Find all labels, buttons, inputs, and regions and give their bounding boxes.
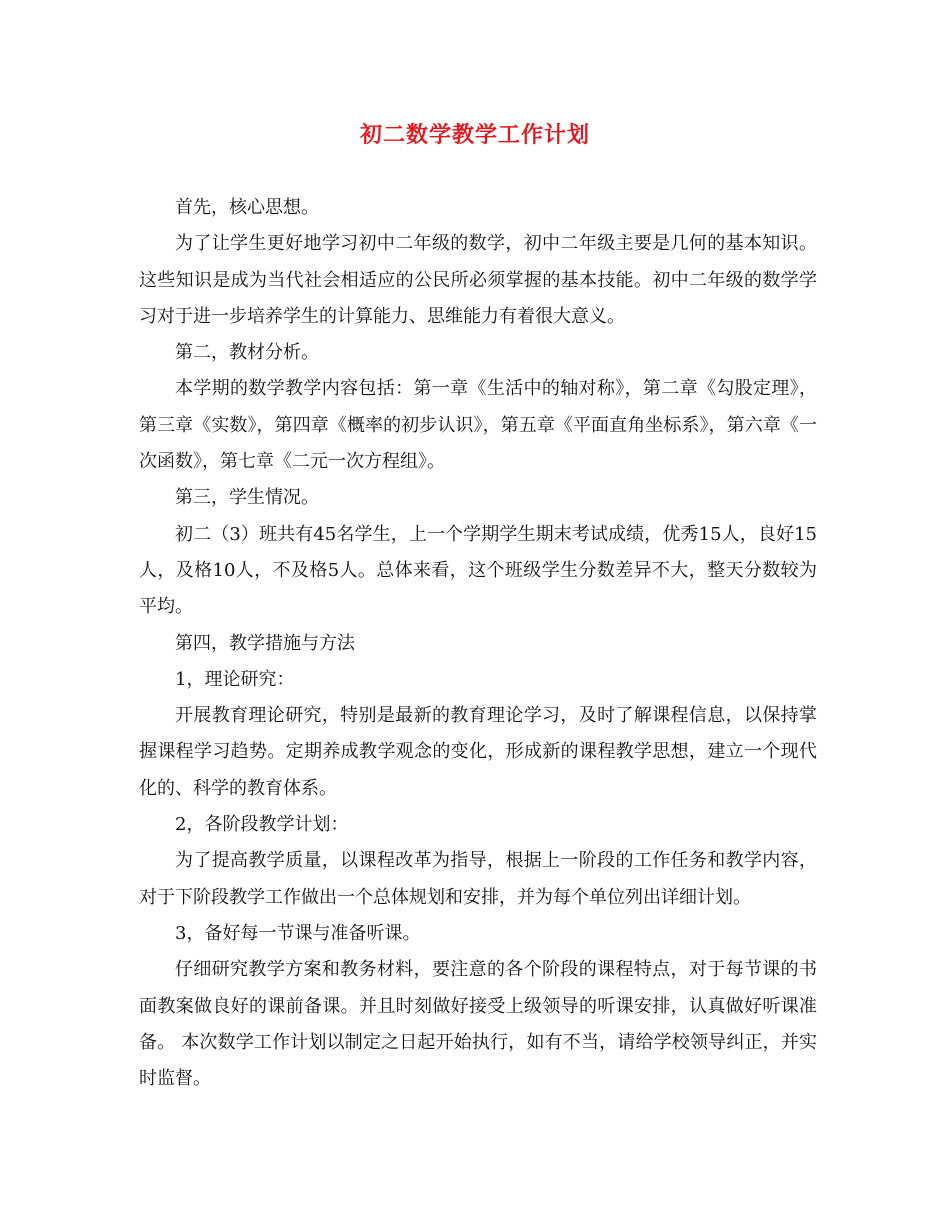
paragraph-core-idea: 为了让学生更好地学习初中二年级的数学，初中二年级主要是几何的基本知识。这些知识是成为当代社会相适应的公民所必须掌握的基本技能。初中二年级的数学学习对于进一步培养学生的计算能力、思维能力有着很大意义。 bbox=[139, 233, 817, 327]
subheading-stage-plan: 2，各阶段教学计划： bbox=[175, 814, 349, 836]
section-heading-textbook-analysis: 第二，教材分析。 bbox=[175, 342, 319, 364]
paragraph-textbook-analysis: 本学期的数学教学内容包括：第一章《生活中的轴对称》，第二章《勾股定理》，第三章《实数》，第四章《概率的初步认识》，第五章《平面直角坐标系》，第六章《一次函数》，第七章《二元一次方程组》。 bbox=[139, 378, 817, 473]
subheading-lesson-prep: 3，备好每一节课与准备听课。 bbox=[175, 922, 421, 944]
section-heading-teaching-methods: 第四，教学措施与方法 bbox=[175, 632, 355, 654]
paragraph-lesson-prep: 仔细研究教学方案和教务材料，要注意的各个阶段的课程特点，对于每节课的书面教案做良好的课前备课。并且时刻做好接受上级领导的听课安排，认真做好听课准备。 本次数学工作计划以制定之日起开始执行，如有不当，请给学校领导纠正，并实时监督。 bbox=[139, 959, 817, 1090]
document-body bbox=[139, 190, 817, 1097]
paragraph-stage-plan: 为了提高教学质量，以课程改革为指导，根据上一阶段的工作任务和教学内容，对于下阶段教学工作做出一个总体规划和安排，并为每个单位列出详细计划。 bbox=[139, 850, 817, 908]
section-heading-student-situation: 第三，学生情况。 bbox=[175, 487, 319, 509]
paragraph-student-situation: 初二（3）班共有45名学生，上一个学期学生期末考试成绩，优秀15人，良好15人，及格10人，不及格5人。总体来看，这个班级学生分数差异不大，整天分数较为平均。 bbox=[139, 523, 817, 618]
subheading-theory-research: 1，理论研究： bbox=[175, 668, 295, 690]
section-heading-core-idea: 首先，核心思想。 bbox=[175, 197, 319, 218]
paragraph-theory-research: 开展教育理论研究，特别是最新的教育理论学习，及时了解课程信息，以保持掌握课程学习趋势。定期养成教学观念的变化，形成新的课程教学思想，建立一个现代化的、科学的教育体系。 bbox=[139, 705, 817, 799]
document-title: 初二数学教学工作计划 bbox=[359, 122, 590, 148]
